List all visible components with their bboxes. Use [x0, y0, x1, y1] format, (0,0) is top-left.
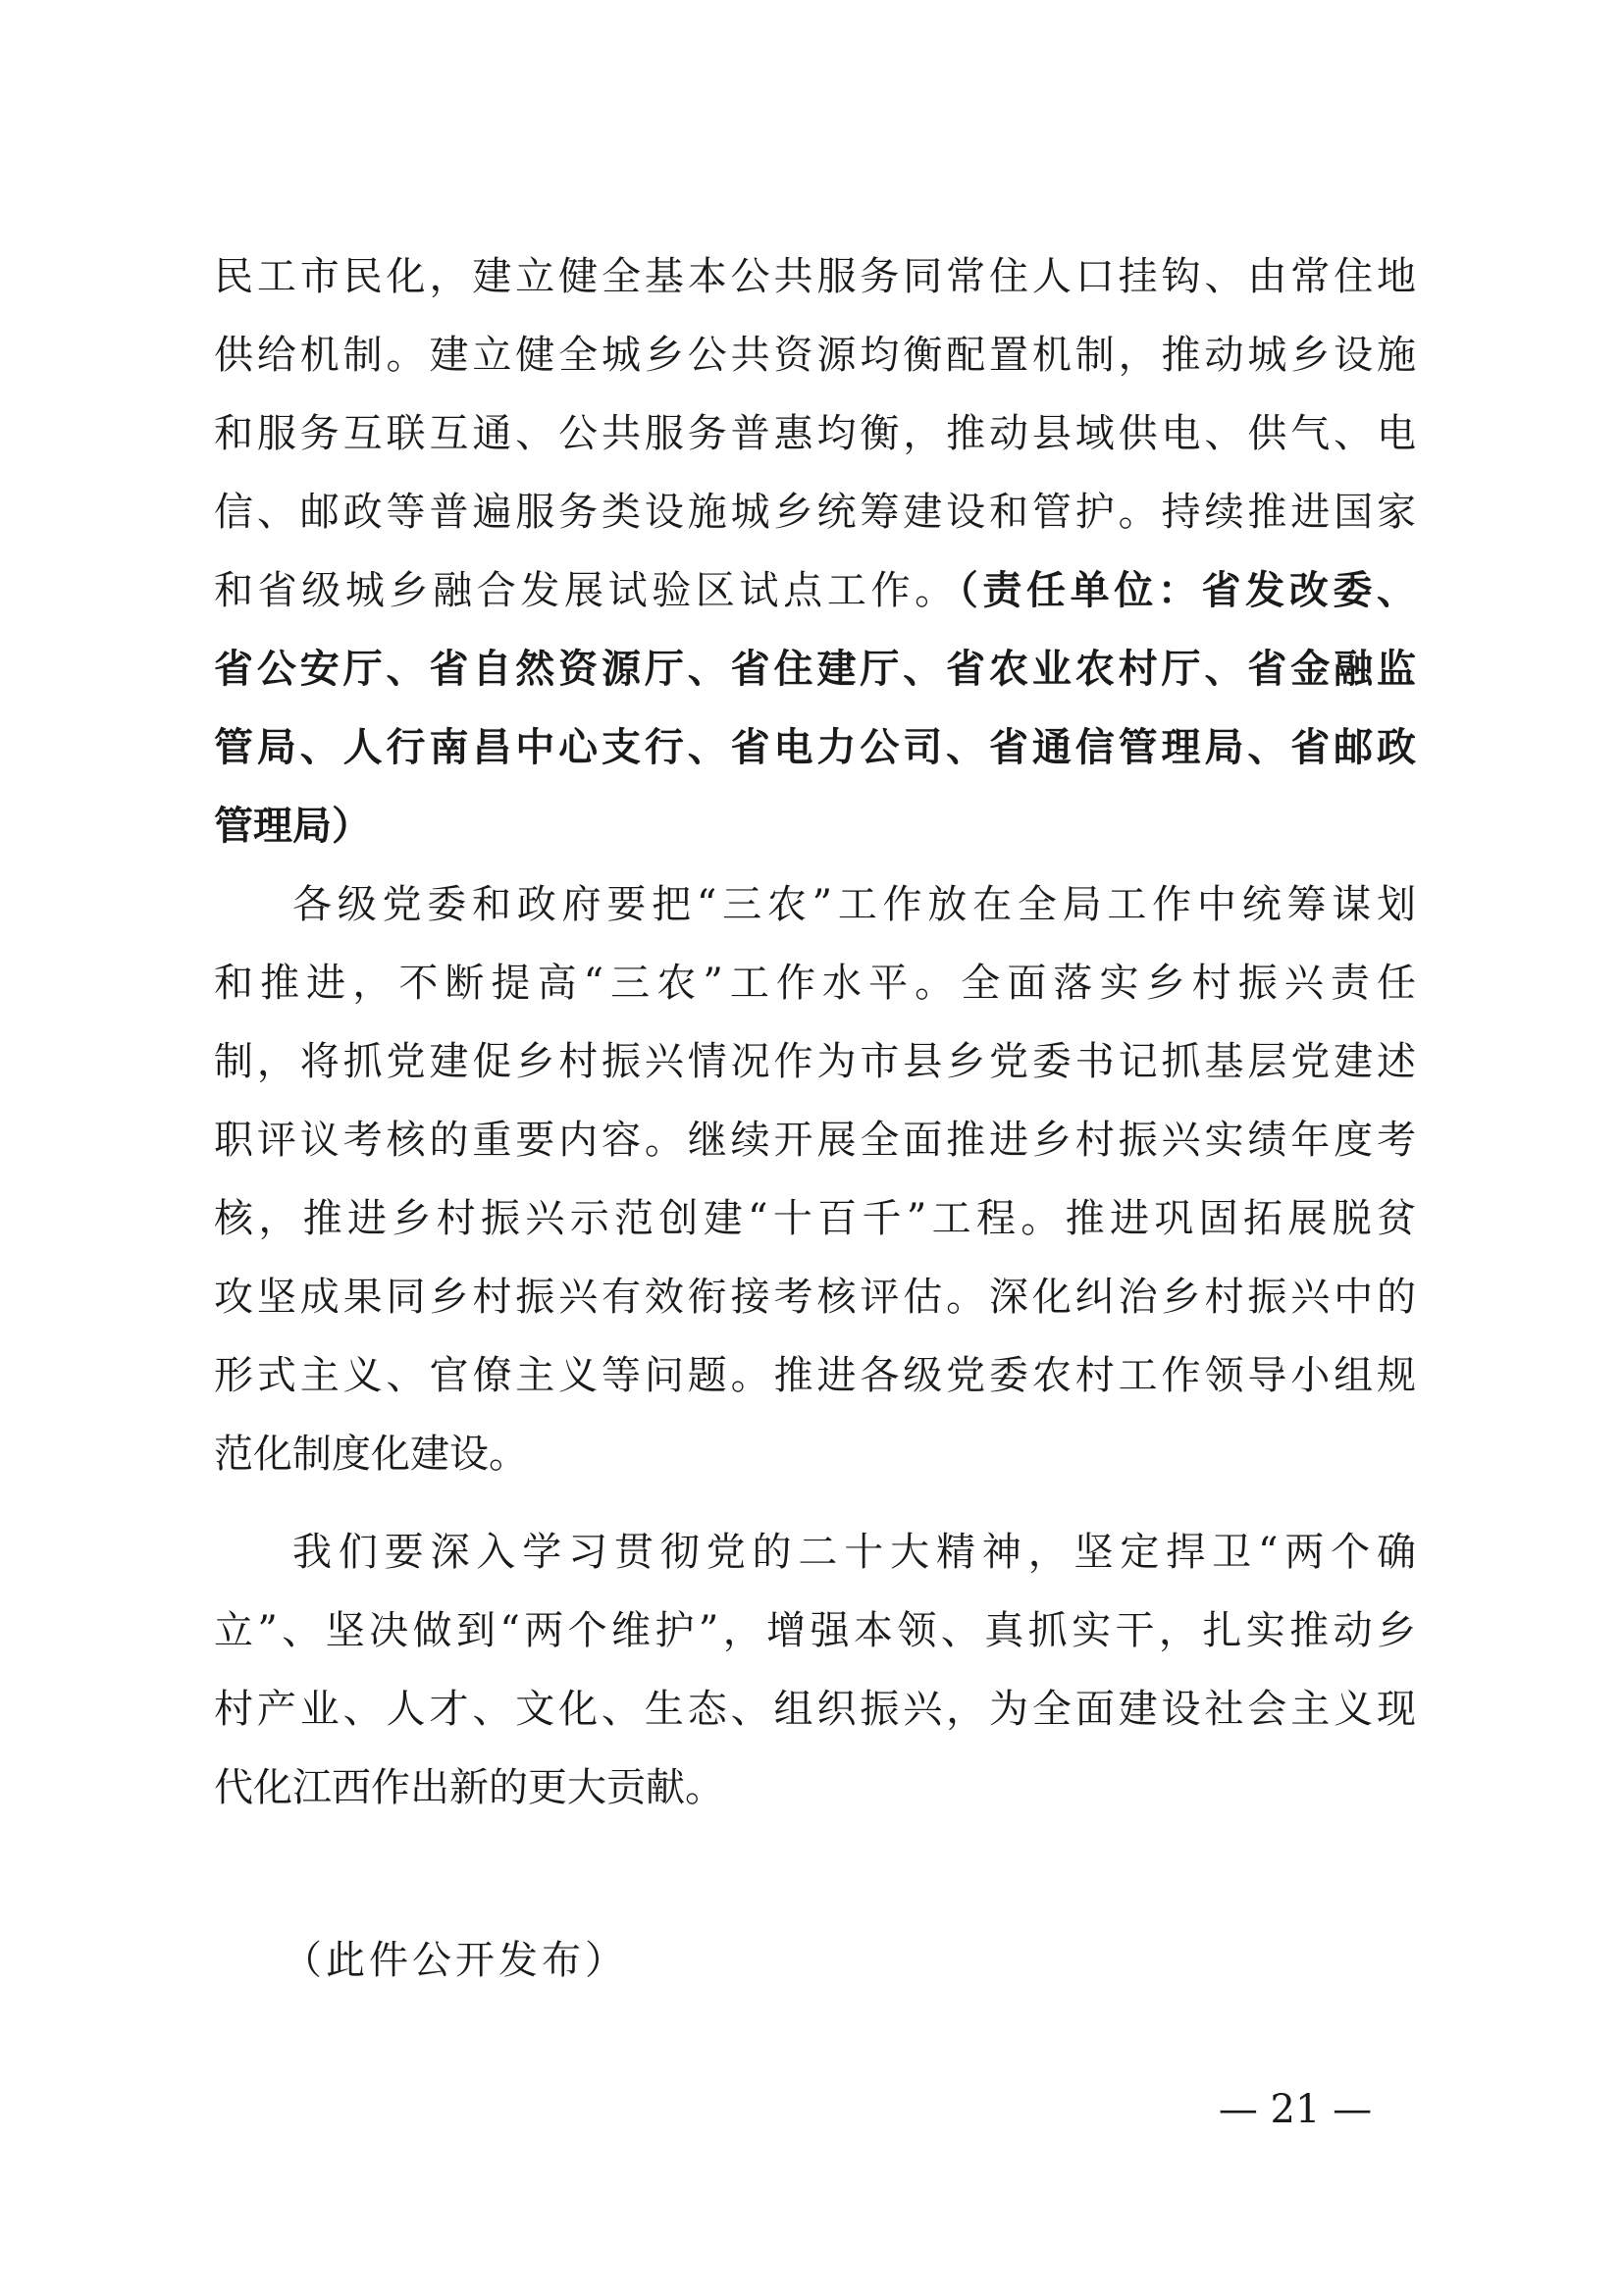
paragraph-2-line-2: 和推进，不断提高“三农”工作水平。全面落实乡村振兴责任	[214, 961, 1416, 1006]
paragraph-3-line-3: 村产业、人才、文化、生态、组织振兴，为全面建设社会主义现	[214, 1687, 1416, 1732]
responsible-units-line-2: 管局、人行南昌中心支行、省电力公司、省通信管理局、省邮政	[214, 725, 1416, 770]
paragraph-1-line-1: 民工市民化，建立健全基本公共服务同常住人口挂钩、由常住地	[214, 254, 1416, 299]
paragraph-1-line-5-text: 和省级城乡融合发展试验区试点工作。	[214, 568, 959, 613]
paragraph-1-line-4: 信、邮政等普遍服务类设施城乡统筹建设和管护。持续推进国家	[214, 490, 1416, 535]
paragraph-2-line-4: 职评议考核的重要内容。继续开展全面推进乡村振兴实绩年度考	[214, 1118, 1416, 1163]
paragraph-2-line-6: 攻坚成果同乡村振兴有效衔接考核评估。深化纠治乡村振兴中的	[214, 1275, 1416, 1320]
responsible-units-line-3: 管理局）	[214, 804, 371, 849]
paragraph-2-line-5: 核，推进乡村振兴示范创建“十百千”工程。推进巩固拓展脱贫	[214, 1196, 1416, 1241]
paragraph-2-line-8: 范化制度化建设。	[214, 1432, 528, 1477]
paragraph-1-line-2: 供给机制。建立健全城乡公共资源均衡配置机制，推动城乡设施	[214, 333, 1416, 378]
page-number: — 21 —	[1218, 2087, 1373, 2132]
responsible-units-start: （责任单位：省发改委、	[958, 568, 1416, 613]
responsible-units-line-1: 省公安厅、省自然资源厅、省住建厅、省农业农村厅、省金融监	[214, 647, 1416, 692]
paragraph-1-line-3: 和服务互联互通、公共服务普惠均衡，推动县域供电、供气、电	[214, 411, 1416, 456]
publication-note: （此件公开发布）	[283, 1938, 628, 1983]
paragraph-2-line-3: 制，将抓党建促乡村振兴情况作为市县乡党委书记抓基层党建述	[214, 1039, 1416, 1084]
paragraph-2-line-7: 形式主义、官僚主义等问题。推进各级党委农村工作领导小组规	[214, 1353, 1416, 1398]
paragraph-3-line-1: 我们要深入学习贯彻党的二十大精神，坚定捍卫“两个确	[292, 1530, 1416, 1575]
paragraph-3-line-2: 立”、坚决做到“两个维护”，增强本领、真抓实干，扎实推动乡	[214, 1608, 1416, 1653]
paragraph-3-line-4: 代化江西作出新的更大贡献。	[214, 1765, 724, 1810]
paragraph-2-line-1: 各级党委和政府要把“三农”工作放在全局工作中统筹谋划	[292, 882, 1416, 927]
paragraph-1-line-5	[214, 568, 1416, 616]
